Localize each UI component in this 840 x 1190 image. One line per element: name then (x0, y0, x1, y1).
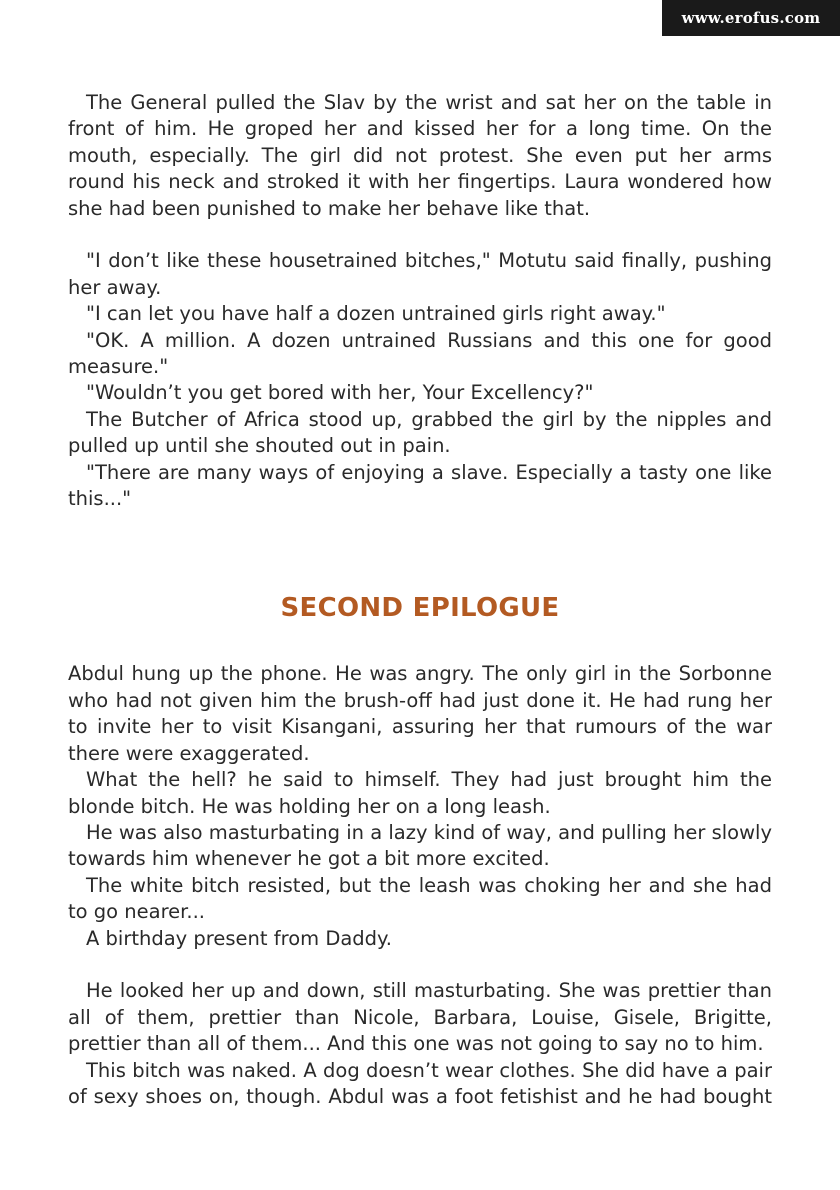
paragraph-what-the-hell: What the hell? he said to himself. They had just brought him the blonde bitch. He was holding her on a long leash. (68, 768, 772, 818)
paragraph-excellency-question: "Wouldn’t you get bored with her, Your Excellency?" (86, 381, 594, 405)
paragraph-looked-her-up: He looked her up and down, still masturbating. She was prettier than all of them, prettier than Nicole, Barbara, Louise, Gisele, Brigitte, prettier than all of them... And this one was not going to say no to him. (68, 979, 772, 1056)
site-watermark: www.erofus.com (662, 0, 840, 36)
paragraph-birthday-present: A birthday present from Daddy. (86, 926, 393, 950)
paragraph-untrained-offer: "I can let you have half a dozen untrained girls right away." (86, 302, 666, 326)
chapter-heading: SECOND EPILOGUE (280, 593, 560, 624)
paragraph-spacer (68, 222, 772, 248)
first-section (68, 90, 772, 512)
book-page (68, 90, 772, 1110)
paragraph-general-slav: The General pulled the Slav by the wrist and sat her on the table in front of him. He groped her and kissed her for a long time. On the mouth, especially. The girl did not protest. She even put her arms round his neck and stroked it with her fingertips. Laura wondered how she had been punished to make her behave like that. (68, 91, 772, 220)
second-section (68, 661, 772, 1110)
paragraph-motutu-housetrained: "I don’t like these housetrained bitches," Motutu said finally, pushing her away. (68, 249, 772, 299)
paragraph-ways-of-enjoying: "There are many ways of enjoying a slave. Especially a tasty one like this..." (68, 460, 772, 511)
paragraph-white-bitch-resisted: The white bitch resisted, but the leash was choking her and she had to go nearer... (68, 873, 772, 924)
paragraph-naked: This bitch was naked. A dog doesn’t wear clothes. She did have a pair of sexy shoes on, though. Abdul was a foot fetishist and he had bought (68, 1058, 772, 1108)
paragraph-butcher-stood: The Butcher of Africa stood up, grabbed the girl by the nipples and pulled up until she shouted out in pain. (68, 407, 772, 458)
paragraph-million-deal: "OK. A million. A dozen untrained Russians and this one for good measure." (68, 328, 772, 379)
paragraph-spacer (68, 952, 772, 978)
paragraph-masturbating: He was also masturbating in a lazy kind of way, and pulling her slowly towards him whenever he got a bit more excited. (68, 820, 772, 871)
paragraph-abdul-phone: Abdul hung up the phone. He was angry. The only girl in the Sorbonne who had not given him the brush-off had just done it. He had rung her to invite her to visit Kisangani, assuring her that rumours of the war there were exaggerated. (68, 662, 772, 765)
